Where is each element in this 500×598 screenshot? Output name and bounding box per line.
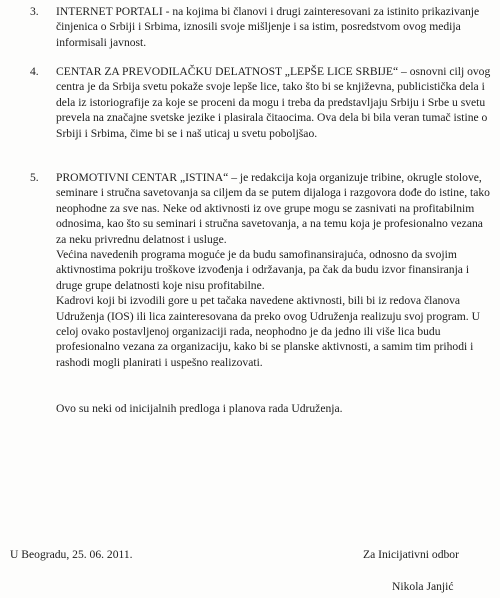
list-item-5 [30,170,492,370]
item-body [56,64,492,141]
item-paragraph: CENTAR ZA PREVODILAČKU DELATNOST „LEPŠE LICE SRBIJE“ – osnovni cilj ovog centra je da Srbija svetu pokaže svoje lepše lice, tako što bi se književna, publicistička dela i dela iz istoriografije za koje se proceni da mogu i treba da predstavljaju Srbiju i Srbe u svetu prevela na značajne svetske jezike i plasirala čitaocima. Ova dela bi bila veran tumač istine o Srbiji i Srbima, čime bi se i naš uticaj u svetu poboljšao. [56,65,491,140]
item-body [56,170,492,370]
item-paragraph: INTERNET PORTALI - na kojima bi članovi i drugi zainteresovani za istinito prikazivanje činjenica o Srbiji i Srbima, iznosili svoje mišljenje i sa istim, posredstvom ovog medija informisali javnost. [56,5,480,49]
place-and-date: U Beogradu, 25. 06. 2011. [10,548,133,561]
item-paragraph: Kadrovi koji bi izvodili gore u pet tačaka navedene aktivnosti, bili bi iz redova članova Udruženja (IOS) ili lica zainteresovana da preko ovog Udruženja realizuju svoj program. U celoj ovako postavljenoj organizaciji rada, neophodno je da jedno ili više lica budu profesionalno vezana za organizaciju, kako bi se planske aktivnosti, a samim tim prihodi i rashodi mogli planirati i uspešno realizovati. [56,294,480,369]
item-paragraph: PROMOTIVNI CENTAR „ISTINA“ – je redakcija koja organizuje tribine, okrugle stolove, seminare i stručna savetovanja sa ciljem da se putem dijaloga i razgovora dođe do istine, tako neophodne za sve nas. Neke od aktivnosti iz ove grupe mogu se zasnivati na profitabilnim odnosima, kao što su seminari i stručna savetovanja, a na temu koja je profesionalno vezana za neku privrednu delatnost i usluge. [56,171,490,246]
item-body [56,4,492,50]
item-number: 4. [30,65,39,78]
list-item-3 [30,4,492,50]
item-number: 5. [30,171,39,184]
signer-name: Nikola Janjić [392,580,454,593]
list-item-4 [30,64,492,141]
closing-sentence: Ovo su neki od inicijalnih predloga i planova rada Udruženja. [56,402,343,415]
item-paragraph: Većina navedenih programa moguće je da budu samofinansirajuća, odnosno da svojim aktivnostima pokriju troškove izvođenja i održavanja, pa čak da budu izvor finansiranja i druge grupe delatnosti koje nisu profitabilne. [56,248,470,292]
committee-line: Za Inicijativni odbor [363,548,459,561]
item-number: 3. [30,5,39,18]
